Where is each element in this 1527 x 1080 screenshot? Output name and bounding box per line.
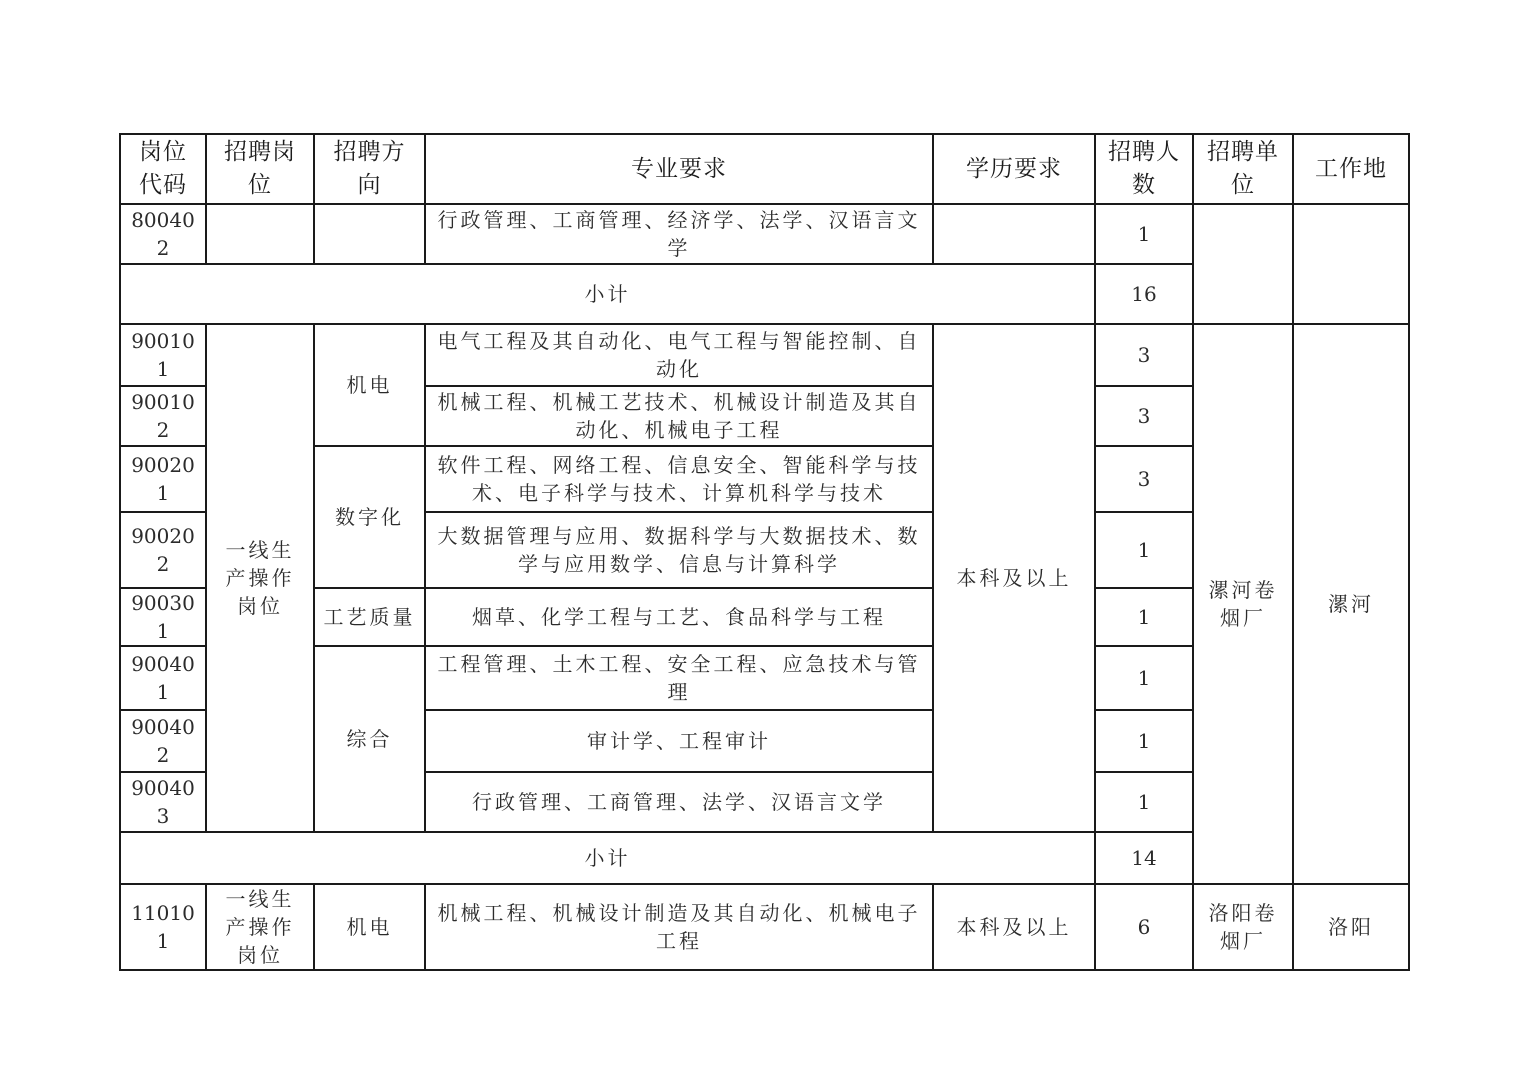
- cell-count: 1: [1095, 710, 1193, 772]
- cell-count: 1: [1095, 646, 1193, 710]
- cell-education: 本科及以上: [933, 884, 1095, 970]
- cell-major: 行政管理、工商管理、法学、汉语言文学: [425, 772, 933, 832]
- subtotal-count: 14: [1095, 832, 1193, 884]
- cell-count: 3: [1095, 446, 1193, 512]
- cell-code: 900202: [120, 512, 206, 588]
- subtotal-label: 小计: [120, 264, 1095, 324]
- cell-count: 1: [1095, 772, 1193, 832]
- header-major: 专业要求: [425, 134, 933, 204]
- subtotal-label: 小计: [120, 832, 1095, 884]
- cell-major: 工程管理、土木工程、安全工程、应急技术与管理: [425, 646, 933, 710]
- cell-major: 行政管理、工商管理、经济学、法学、汉语言文学: [425, 204, 933, 264]
- header-count: 招聘人数: [1095, 134, 1193, 204]
- cell-code: 900401: [120, 646, 206, 710]
- cell-code: 900403: [120, 772, 206, 832]
- header-position: 招聘岗位: [206, 134, 314, 204]
- cell-location: 洛阳: [1293, 884, 1409, 970]
- cell-code: 900201: [120, 446, 206, 512]
- cell-location: [1293, 204, 1409, 324]
- cell-direction: 综合: [314, 646, 425, 832]
- cell-direction: 机电: [314, 884, 425, 970]
- cell-unit: [1193, 204, 1293, 324]
- cell-unit: 洛阳卷烟厂: [1193, 884, 1293, 970]
- cell-major: 机械工程、机械工艺技术、机械设计制造及其自动化、机械电子工程: [425, 386, 933, 446]
- cell-count: 3: [1095, 386, 1193, 446]
- cell-major: 大数据管理与应用、数据科学与大数据技术、数学与应用数学、信息与计算科学: [425, 512, 933, 588]
- cell-code: 900301: [120, 588, 206, 646]
- cell-code: 900101: [120, 324, 206, 386]
- cell-direction: 机电: [314, 324, 425, 446]
- cell-count: 3: [1095, 324, 1193, 386]
- cell-direction: 工艺质量: [314, 588, 425, 646]
- cell-major: 烟草、化学工程与工艺、食品科学与工程: [425, 588, 933, 646]
- cell-direction: [314, 204, 425, 264]
- cell-location: 漯河: [1293, 324, 1409, 884]
- cell-education: [933, 204, 1095, 264]
- cell-direction: 数字化: [314, 446, 425, 588]
- cell-unit: 漯河卷烟厂: [1193, 324, 1293, 884]
- cell-position: 一线生产操作岗位: [206, 884, 314, 970]
- cell-major: 电气工程及其自动化、电气工程与智能控制、自动化: [425, 324, 933, 386]
- header-direction: 招聘方向: [314, 134, 425, 204]
- cell-education: 本科及以上: [933, 324, 1095, 832]
- cell-position: 一线生产操作岗位: [206, 324, 314, 832]
- cell-code: 110101: [120, 884, 206, 970]
- cell-count: 1: [1095, 204, 1193, 264]
- cell-code: 900402: [120, 710, 206, 772]
- cell-major: 软件工程、网络工程、信息安全、智能科学与技术、电子科学与技术、计算机科学与技术: [425, 446, 933, 512]
- cell-major: 审计学、工程审计: [425, 710, 933, 772]
- table-row: [120, 204, 1409, 264]
- cell-position: [206, 204, 314, 264]
- cell-count: 6: [1095, 884, 1193, 970]
- table-row: [120, 324, 1409, 386]
- header-code: 岗位代码: [120, 134, 206, 204]
- cell-code: 800402: [120, 204, 206, 264]
- recruitment-table: [119, 133, 1410, 971]
- table-row: [120, 884, 1409, 970]
- cell-major: 机械工程、机械设计制造及其自动化、机械电子工程: [425, 884, 933, 970]
- subtotal-count: 16: [1095, 264, 1193, 324]
- header-location: 工作地: [1293, 134, 1409, 204]
- header-row: [120, 134, 1409, 204]
- header-unit: 招聘单位: [1193, 134, 1293, 204]
- cell-count: 1: [1095, 512, 1193, 588]
- cell-code: 900102: [120, 386, 206, 446]
- cell-count: 1: [1095, 588, 1193, 646]
- header-education: 学历要求: [933, 134, 1095, 204]
